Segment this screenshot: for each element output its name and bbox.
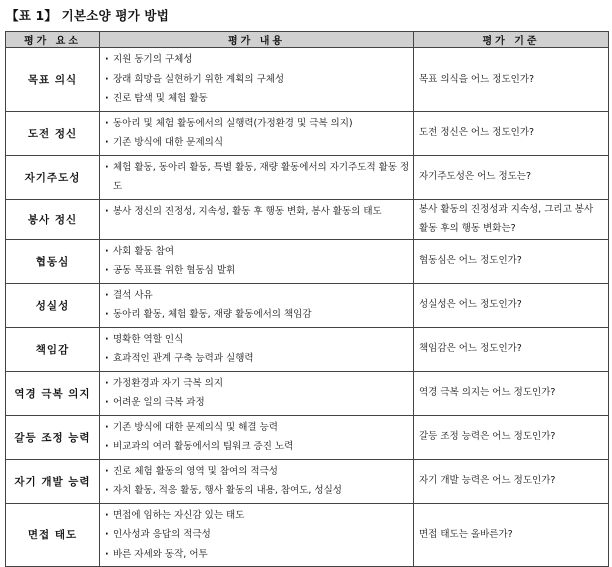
table-row <box>6 327 609 371</box>
standard-cell: 협동심은 어느 정도인가? <box>414 239 609 283</box>
category-cell: 자기 개발 능력 <box>6 459 100 503</box>
content-item: · 명확한 역할 인식 <box>105 330 410 350</box>
content-item: · 사회 활동 참여 <box>105 242 410 262</box>
table-row <box>6 459 609 503</box>
content-item: · 결석 사유 <box>105 286 410 306</box>
table-row <box>6 239 609 283</box>
table-row <box>6 111 609 155</box>
content-cell <box>100 415 414 459</box>
category-cell: 자기주도성 <box>6 155 100 199</box>
table-row <box>6 415 609 459</box>
content-cell <box>100 239 414 283</box>
header-category: 평가 요소 <box>6 32 100 48</box>
content-cell <box>100 155 414 199</box>
content-cell <box>100 327 414 371</box>
content-item: · 동아리 활동, 체험 활동, 재량 활동에서의 책임감 <box>105 305 410 325</box>
header-content: 평가 내용 <box>100 32 414 48</box>
standard-cell: 자기주도성은 어느 정도는? <box>414 155 609 199</box>
category-cell: 목표 의식 <box>6 48 100 112</box>
table-title: 【표 1】 기본소양 평가 방법 <box>6 8 169 23</box>
content-item: · 어려운 일의 극복 과정 <box>105 393 410 413</box>
category-cell: 책임감 <box>6 327 100 371</box>
category-cell: 협동심 <box>6 239 100 283</box>
table-row <box>6 199 609 239</box>
category-cell: 도전 정신 <box>6 111 100 155</box>
table-row <box>6 371 609 415</box>
table-row <box>6 503 609 567</box>
content-item: · 기존 방식에 대한 문제의식 및 해결 능력 <box>105 418 410 438</box>
content-item: · 공동 목표를 위한 협동심 발휘 <box>105 261 410 281</box>
standard-cell: 봉사 활동의 진정성과 지속성, 그리고 봉사 활동 후의 행동 변화는? <box>414 199 609 239</box>
standard-cell: 도전 정신은 어느 정도인가? <box>414 111 609 155</box>
content-item: · 체험 활동, 동아리 활동, 특별 활동, 재량 활동에서의 자기주도적 활동 정도 <box>105 158 410 197</box>
content-cell <box>100 283 414 327</box>
standard-cell: 목표 의식을 어느 정도인가? <box>414 48 609 112</box>
content-item: · 장래 희망을 실현하기 위한 계획의 구체성 <box>105 70 410 90</box>
content-item: · 자치 활동, 적응 활동, 행사 활동의 내용, 참여도, 성실성 <box>105 481 410 501</box>
table-row <box>6 48 609 112</box>
content-item: · 지원 동기의 구체성 <box>105 50 410 70</box>
content-cell <box>100 111 414 155</box>
content-item: · 비교과의 여러 활동에서의 팀워크 증진 노력 <box>105 437 410 457</box>
content-item: · 면접에 임하는 자신감 있는 태도 <box>105 506 410 526</box>
header-row <box>6 32 609 48</box>
category-cell: 봉사 정신 <box>6 199 100 239</box>
content-cell <box>100 503 414 567</box>
content-item: · 진로 탐색 및 체험 활동 <box>105 89 410 109</box>
content-item: · 효과적인 관계 구축 능력과 실행력 <box>105 349 410 369</box>
content-item: · 인사성과 응답의 적극성 <box>105 525 410 545</box>
content-cell <box>100 199 414 239</box>
content-item: · 가정환경과 자기 극복 의지 <box>105 374 410 394</box>
header-standard: 평가 기준 <box>414 32 609 48</box>
content-cell <box>100 48 414 112</box>
content-cell <box>100 459 414 503</box>
content-cell <box>100 371 414 415</box>
content-item: · 봉사 정신의 진정성, 지속성, 활동 후 행동 변화, 봉사 활동의 태도 <box>105 202 410 222</box>
category-cell: 면접 태도 <box>6 503 100 567</box>
content-item: · 진로 체험 활동의 영역 및 참여의 적극성 <box>105 462 410 482</box>
standard-cell: 면접 태도는 올바른가? <box>414 503 609 567</box>
content-item: · 동아리 및 체험 활동에서의 실행력(가정환경 및 극복 의지) <box>105 114 410 134</box>
table-row <box>6 283 609 327</box>
content-item: · 기존 방식에 대한 문제의식 <box>105 133 410 153</box>
category-cell: 갈등 조정 능력 <box>6 415 100 459</box>
standard-cell: 갈등 조정 능력은 어느 정도인가? <box>414 415 609 459</box>
standard-cell: 역경 극복 의지는 어느 정도인가? <box>414 371 609 415</box>
content-item: · 바른 자세와 동작, 어투 <box>105 545 410 565</box>
table-row <box>6 155 609 199</box>
standard-cell: 자기 개발 능력은 어느 정도인가? <box>414 459 609 503</box>
standard-cell: 책임감은 어느 정도인가? <box>414 327 609 371</box>
category-cell: 역경 극복 의지 <box>6 371 100 415</box>
standard-cell: 성실성은 어느 정도인가? <box>414 283 609 327</box>
category-cell: 성실성 <box>6 283 100 327</box>
evaluation-table <box>5 31 609 567</box>
